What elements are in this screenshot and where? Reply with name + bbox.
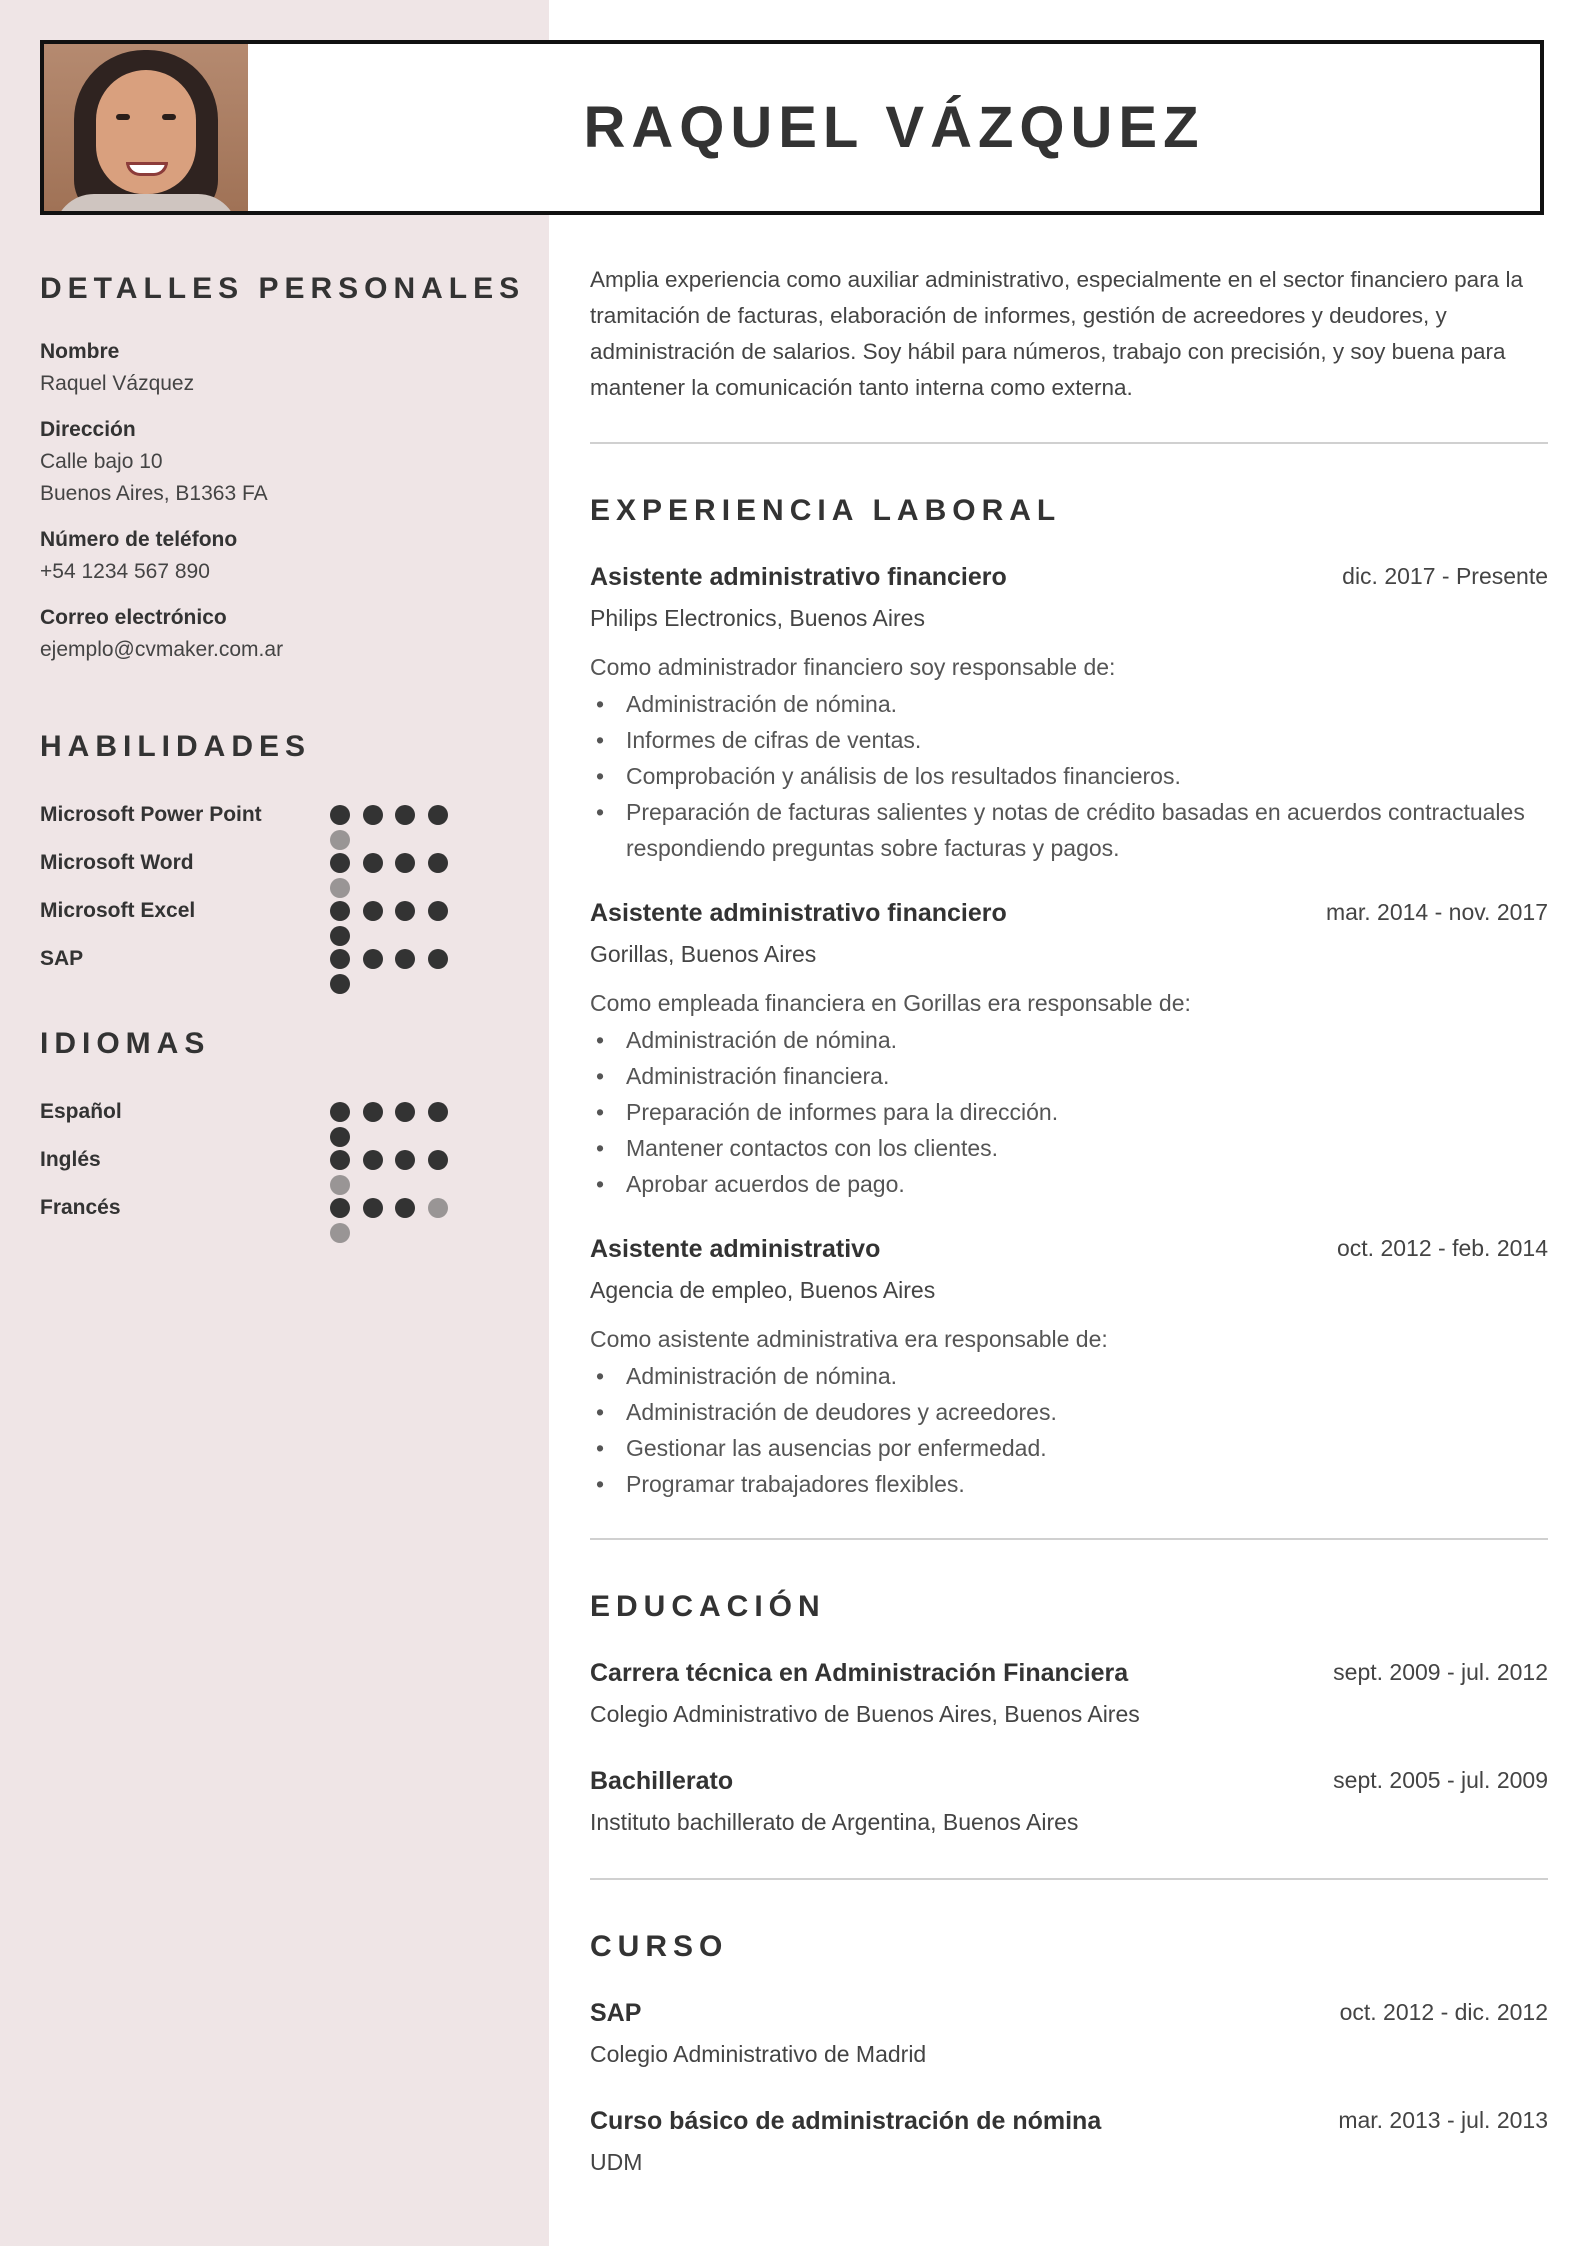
language-label: Francés [40,1196,121,1219]
duty-item [590,794,1550,866]
rating-dot-filled [395,949,415,969]
rating-dot-filled [330,901,350,921]
rating-dot-filled [363,805,383,825]
rating-dot-filled [330,1198,350,1218]
duty-text: Administración de deudores y acreedores. [626,1399,1057,1425]
skill-label: Microsoft Excel [40,899,196,922]
language-row [40,1098,480,1128]
duty-text: Preparación de informes para la dirección. [626,1099,1059,1125]
rating-dot-filled [330,805,350,825]
course-institution: Colegio Administrativo de Madrid [590,2041,927,2067]
course-title: Curso básico de administración de nómina [590,2107,1102,2135]
rating-dot-filled [363,1150,383,1170]
bullet-icon: • [596,1471,605,1497]
duty-text: Gestionar las ausencias por enfermedad. [626,1435,1047,1461]
skill-label: SAP [40,947,84,970]
skills-heading: HABILIDADES [40,730,312,763]
duty-text: Administración de nómina. [626,691,898,717]
rating-dot-empty [330,1223,350,1243]
profile-photo [44,44,248,211]
job-intro: Como asistente administrativa era responsable de: [590,1326,1108,1352]
course-institution: UDM [590,2149,643,2175]
skill-row [40,897,480,927]
rating-dot-filled [330,1102,350,1122]
rating-dot-empty [428,1198,448,1218]
rating-dot-filled [395,901,415,921]
duty-item [590,722,1550,758]
name-label: Nombre [40,340,120,363]
language-label: Español [40,1100,122,1123]
duty-item [590,1466,1550,1502]
rating-dot-filled [330,1127,350,1147]
duty-text: Administración de nómina. [626,1363,898,1389]
rating-dot-filled [428,1150,448,1170]
rating-dot-empty [330,830,350,850]
language-row [40,1146,480,1176]
course-title: SAP [590,1999,642,2027]
skill-rating [330,901,480,923]
rating-dot-filled [363,901,383,921]
rating-dot-filled [428,805,448,825]
address-label: Dirección [40,418,136,441]
rating-dot-filled [395,805,415,825]
job-date: mar. 2014 - nov. 2017 [1325,899,1548,925]
education-date: sept. 2005 - jul. 2009 [1333,1767,1548,1793]
skill-rating [330,853,480,875]
duty-item [590,1022,1550,1058]
bullet-icon: • [596,1063,605,1089]
address-line-1: Calle bajo 10 [40,450,163,473]
duty-item [590,1130,1550,1166]
bullet-icon: • [596,1171,605,1197]
education-title: Carrera técnica en Administración Financiera [590,1659,1129,1687]
experience-heading: EXPERIENCIA LABORAL [590,494,1062,527]
job-organization: Gorillas, Buenos Aires [590,941,817,967]
job-duties-list [590,1358,1550,1502]
duty-item [590,1394,1550,1430]
section-divider [590,1878,1548,1880]
duty-text: Aprobar acuerdos de pago. [626,1171,905,1197]
email-value: ejemplo@cvmaker.com.ar [40,638,284,661]
address-line-2: Buenos Aires, B1363 FA [40,482,268,505]
duty-item [590,1358,1550,1394]
rating-dot-filled [395,853,415,873]
rating-dot-filled [428,901,448,921]
rating-dot-filled [330,926,350,946]
language-rating [330,1198,480,1220]
duty-text: Programar trabajadores flexibles. [626,1471,965,1497]
bullet-icon: • [596,1399,605,1425]
duty-item [590,686,1550,722]
language-label: Inglés [40,1148,101,1171]
rating-dot-filled [395,1150,415,1170]
duty-item [590,1430,1550,1466]
rating-dot-filled [363,853,383,873]
person-name: RAQUEL VÁZQUEZ [583,95,1205,160]
education-date: sept. 2009 - jul. 2012 [1333,1659,1548,1685]
bullet-icon: • [596,727,605,753]
rating-dot-filled [363,949,383,969]
skill-row [40,849,480,879]
bullet-icon: • [596,1135,605,1161]
job-title: Asistente administrativo financiero [590,563,1007,591]
education-title: Bachillerato [590,1767,734,1795]
languages-heading: IDIOMAS [40,1027,211,1060]
job-intro: Como empleada financiera en Gorillas era responsable de: [590,990,1191,1016]
job-intro: Como administrador financiero soy responsable de: [590,654,1116,680]
bullet-icon: • [596,1363,605,1389]
rating-dot-empty [330,1175,350,1195]
phone-value: +54 1234 567 890 [40,560,210,583]
rating-dot-filled [330,974,350,994]
rating-dot-filled [330,853,350,873]
language-rating [330,1102,480,1124]
skill-rating [330,949,480,971]
duty-item [590,1094,1550,1130]
name-value: Raquel Vázquez [40,372,195,395]
education-institution: Instituto bachillerato de Argentina, Buenos Aires [590,1809,1079,1835]
education-institution: Colegio Administrativo de Buenos Aires, Buenos Aires [590,1701,1140,1727]
duty-text: Mantener contactos con los clientes. [626,1135,999,1161]
skill-row [40,801,480,831]
header [40,40,1544,215]
duty-text: Informes de cifras de ventas. [626,727,922,753]
skill-label: Microsoft Word [40,851,194,874]
section-divider [590,442,1548,444]
duty-text: Administración financiera. [626,1063,890,1089]
job-organization: Philips Electronics, Buenos Aires [590,605,925,631]
skill-label: Microsoft Power Point [40,803,262,826]
job-title: Asistente administrativo financiero [590,899,1007,927]
bullet-icon: • [596,691,605,717]
rating-dot-filled [428,949,448,969]
job-date: dic. 2017 - Presente [1342,563,1548,589]
duty-item [590,758,1550,794]
rating-dot-filled [428,853,448,873]
bullet-icon: • [596,1435,605,1461]
duty-text: Administración de nómina. [626,1027,898,1053]
bullet-icon: • [596,1099,605,1125]
rating-dot-filled [330,1150,350,1170]
bullet-icon: • [596,1027,605,1053]
skill-rating [330,805,480,827]
phone-label: Número de teléfono [40,528,238,551]
bullet-icon: • [596,799,605,825]
rating-dot-filled [363,1198,383,1218]
education-heading: EDUCACIÓN [590,1590,826,1623]
duty-text: Preparación de facturas salientes y notas de crédito basadas en acuerdos contractuales respondiendo preguntas sobre facturas y pagos. [626,799,1525,861]
rating-dot-filled [363,1102,383,1122]
duty-item [590,1166,1550,1202]
job-duties-list [590,1022,1550,1202]
job-organization: Agencia de empleo, Buenos Aires [590,1277,936,1303]
course-date: mar. 2013 - jul. 2013 [1338,2107,1548,2133]
profile-summary: Amplia experiencia como auxiliar administrativo, especialmente en el sector financiero para la tramitación de facturas, elaboración de informes, gestión de acreedores y deudores, y administración de salarios. Soy hábil para números, trabajo con precisión, y soy buena para mantener la comunicación tanto interna como externa. [590,267,1523,400]
rating-dot-empty [330,878,350,898]
email-label: Correo electrónico [40,606,227,629]
job-date: oct. 2012 - feb. 2014 [1337,1235,1548,1261]
section-divider [590,1538,1548,1540]
job-duties-list [590,686,1550,866]
skill-row [40,945,480,975]
rating-dot-filled [395,1102,415,1122]
personal-details-heading: DETALLES PERSONALES [40,272,526,305]
course-date: oct. 2012 - dic. 2012 [1339,1999,1548,2025]
duty-item [590,1058,1550,1094]
language-row [40,1194,480,1224]
courses-heading: CURSO [590,1930,729,1963]
job-title: Asistente administrativo [590,1235,881,1263]
rating-dot-filled [330,949,350,969]
rating-dot-filled [428,1102,448,1122]
language-rating [330,1150,480,1172]
bullet-icon: • [596,763,605,789]
rating-dot-filled [395,1198,415,1218]
duty-text: Comprobación y análisis de los resultados financieros. [626,763,1181,789]
